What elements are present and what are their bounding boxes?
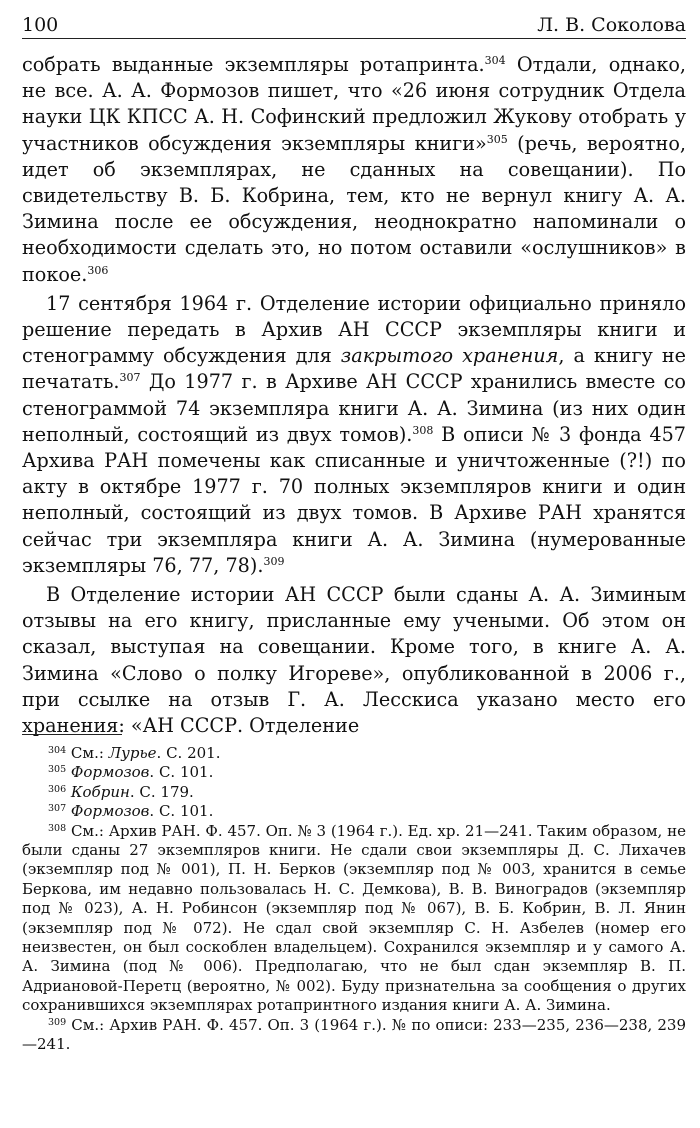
running-header <box>22 10 686 39</box>
footnote-text: . С. 179. <box>129 782 194 801</box>
footnote-text: См.: Архив РАН. Ф. 457. Оп. 3 (1964 г.). № по описи: 233—235, 236—238, 239—241. <box>22 1015 686 1054</box>
footnote-ref[interactable]: 304 <box>484 54 506 67</box>
footnote-separator <box>22 734 122 735</box>
text-run: Отдали, однако, не все. А. А. Формозов пишет, что «26 июня сотрудник Отдела науки ЦК КПСС А. Н. Софинский предложил Жукову отобрать у участников обсуждения экземпляры книги» <box>22 53 686 155</box>
footnote-text: . С. 101. <box>149 763 214 782</box>
paragraph-3 <box>22 582 686 739</box>
footnote-number: 309 <box>48 1016 67 1028</box>
footnote-emphasis: Кобрин <box>70 782 130 801</box>
footnote-ref[interactable]: 309 <box>263 554 285 568</box>
footnote-number: 306 <box>48 783 67 795</box>
footnotes <box>22 744 686 1055</box>
footnote-ref[interactable]: 307 <box>119 371 141 385</box>
text-run: собрать выданные экземпляры ротапринта. <box>22 53 485 76</box>
footnote-text: . С. 201. <box>156 744 221 762</box>
text-run: В Отделение истории АН СССР были сданы А. А. Зиминым отзывы на его книгу, присланные ему учеными. Об этом он сказал, выступая на совещании. Кроме того, в книге А. А. Зимина «Слово о полку Игореве», опубликованной в 2006 г., при ссылке на отзыв Г. А. Лесскиса указано место его хранения: «АН СССР. Отделение <box>22 583 686 738</box>
footnote-ref[interactable]: 308 <box>412 423 434 437</box>
footnote-number: 308 <box>48 822 67 834</box>
paragraph-2 <box>22 291 686 579</box>
main-text <box>22 52 686 739</box>
footnote-ref[interactable]: 305 <box>486 132 508 146</box>
text-run: 17 сентября 1964 г. Отделение истории официально приняло решение передать в Архив АН СССР экземпляры книги и стенограмму обсуждения для <box>22 291 686 368</box>
text-run: , а книгу не печатать. <box>22 344 686 394</box>
footnote-ref[interactable]: 306 <box>87 263 109 277</box>
page-number: 100 <box>22 14 59 36</box>
footnote-number: 304 <box>48 745 67 756</box>
footnote-emphasis: Лурье <box>108 744 157 762</box>
running-head-author: Л. В. Соколова <box>537 14 686 36</box>
footnote-text: См.: Архив РАН. Ф. 457. Оп. № 3 (1964 г.). Ед. хр. 21—241. Таким образом, не были сданы 27 экземпляров книги. Не сдали свои экземпляры Д. С. Лихачев (экземпляр под № 001), П. Н. Берков (экземпляр под № 003, хранится в семье Беркова, им недавно пользовалась Н. С. Демкова), В. В. Виноградов (экземпляр под № 023), А. Н. Робинсон (экземпляр под № 067), В. Б. Кобрин, В. Л. Янин (экземпляр под № 072). Не сдал свой экземпляр С. Н. Азбелев (номер его неизвестен, он был соскоблен владельцем). Сохранился экземпляр и у самого А. А. Зимина (под № 006). Предполагаю, что не был сдан экземпляр В. П. Адриановой-Перетц (вероятно, № 002). Буду признательна за сообщения о других сохранившихся экземплярах ротапринтного издания книги А. А. Зимина. <box>22 821 686 1015</box>
footnote-text: . С. 101. <box>149 802 214 821</box>
footnote <box>22 763 686 782</box>
footnote-number: 307 <box>48 803 67 815</box>
footnote-emphasis: Формозов <box>70 763 150 782</box>
footnote-number: 305 <box>48 764 67 776</box>
text-run: В описи № 3 фонда 457 Архива РАН помечены как списанные и уничтоженные (?!) по акту в октябре 1977 г. 70 полных экземпляров книги и один неполный, состоящий из двух томов. В Архиве РАН хранятся сейчас три экземпляра книги А. А. Зимина (нумерованные экземпляры 76, 77, 78). <box>22 422 686 577</box>
footnote-text: См.: <box>70 744 109 762</box>
emphasis: закрытого хранения <box>340 344 559 368</box>
footnote <box>22 744 686 763</box>
paragraph-1 <box>22 52 686 288</box>
footnote-emphasis: Формозов <box>70 802 150 821</box>
footnote <box>22 1016 686 1055</box>
footnote <box>22 783 686 802</box>
text-run: (речь, вероятно, идет об экземплярах, не сданных на совещании). По свидетельству В. Б. Кобрина, тем, кто не вернул книгу А. А. Зимина после ее обсуждения, неоднократно напоминали о необходимости сделать это, но потом оставили «ослушников» в покое. <box>22 131 686 286</box>
footnote <box>22 822 686 1016</box>
text-run: До 1977 г. в Архиве АН СССР хранились вместе со стенограммой 74 экземпляра книги А. А. Зимина (из них один неполный, состоящий из двух томов). <box>22 370 686 446</box>
footnote <box>22 802 686 821</box>
